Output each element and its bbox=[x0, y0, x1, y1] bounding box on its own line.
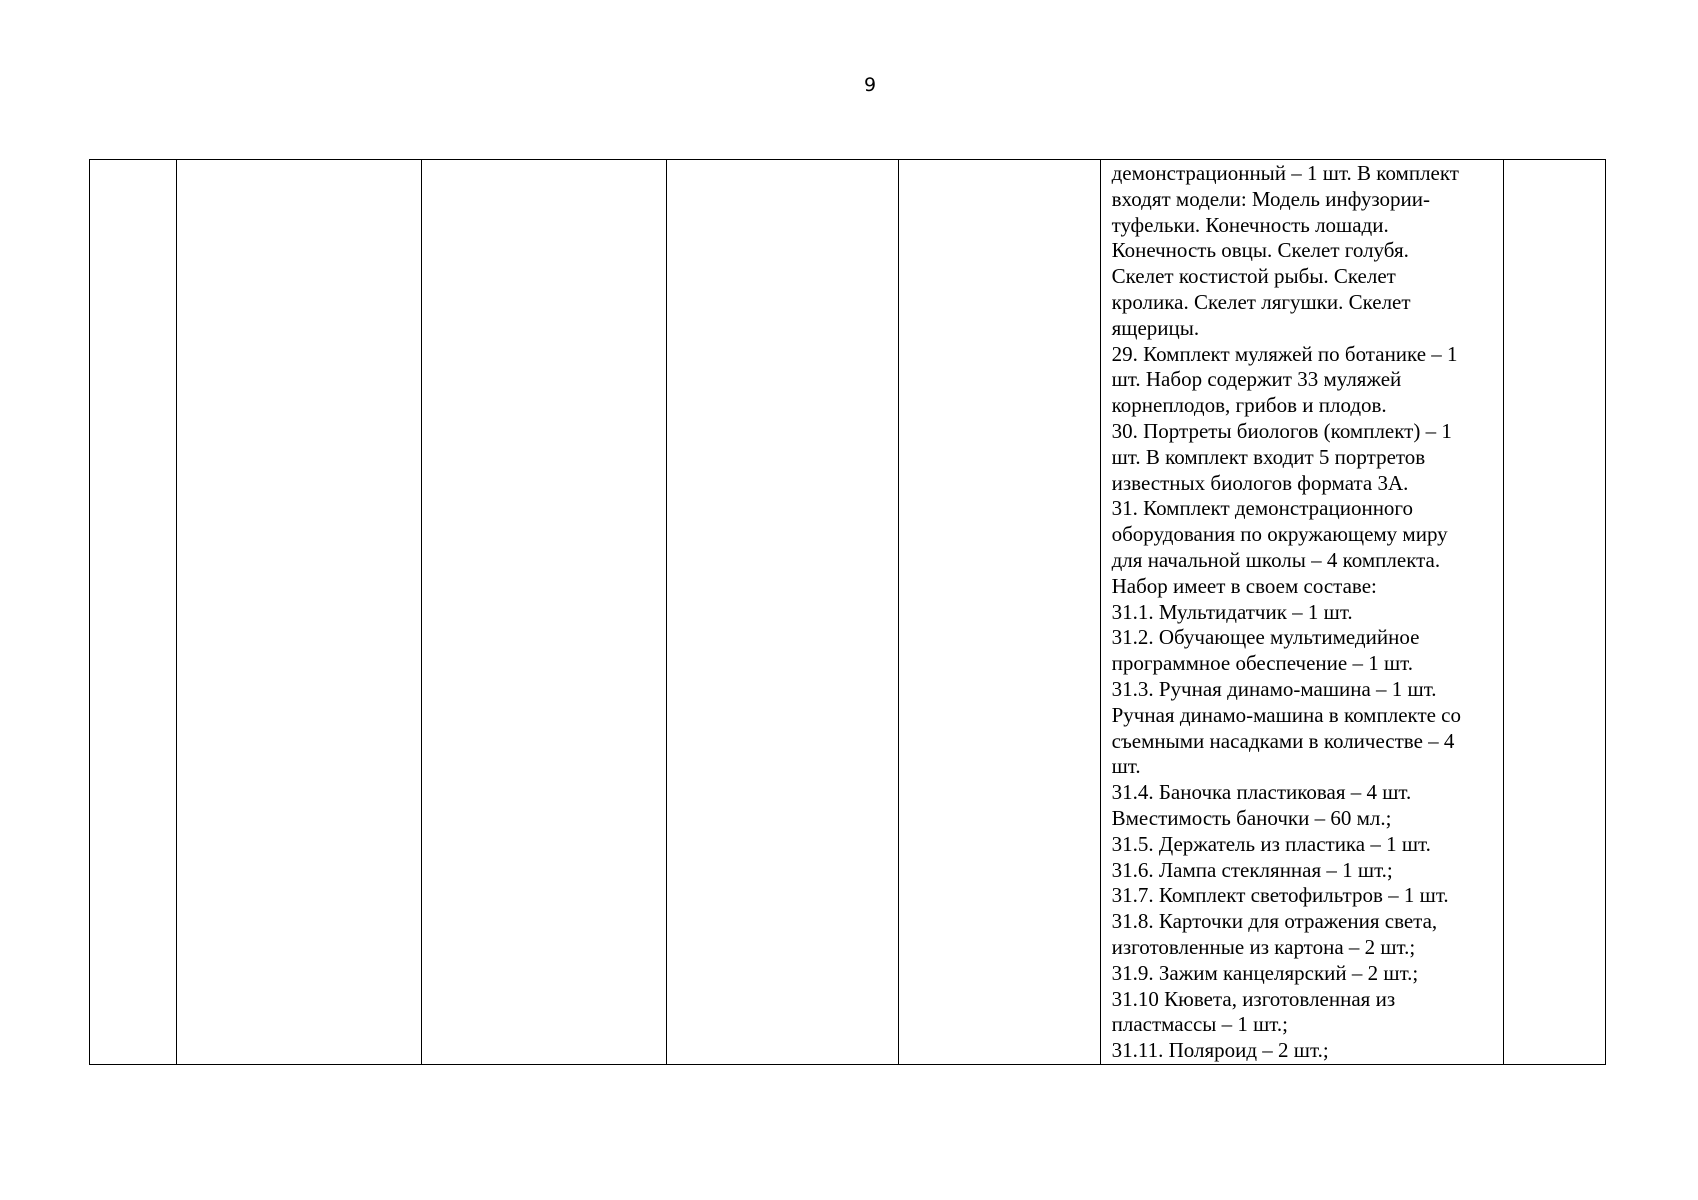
description-line: корнеплодов, грибов и плодов. bbox=[1111, 393, 1387, 418]
description-line: съемными насадками в количестве – 4 bbox=[1111, 728, 1455, 753]
description-line: Скелет костистой рыбы. Скелет bbox=[1111, 264, 1396, 289]
description-line: входят модели: Модель инфузории- bbox=[1111, 186, 1430, 211]
table-cell-name bbox=[177, 160, 422, 1065]
description-line: шт. bbox=[1111, 754, 1141, 779]
table-cell-description bbox=[1100, 160, 1503, 1065]
description-line: 31.11. Поляроид – 2 шт.; bbox=[1111, 1038, 1329, 1063]
description-line: Вместимость баночки – 60 мл.; bbox=[1111, 805, 1392, 830]
page-number: 9 bbox=[863, 74, 877, 96]
table-cell-col7 bbox=[1503, 160, 1605, 1065]
equipment-table bbox=[89, 159, 1606, 1065]
description-line: 31.1. Мультидатчик – 1 шт. bbox=[1111, 599, 1353, 624]
table-cell-col4 bbox=[667, 160, 898, 1065]
description-line: туфельки. Конечность лошади. bbox=[1111, 212, 1389, 237]
description-line: 31.7. Комплект светофильтров – 1 шт. bbox=[1111, 883, 1449, 908]
description-line: Набор имеет в своем составе: bbox=[1111, 573, 1377, 598]
description-line: изготовленные из картона – 2 шт.; bbox=[1111, 934, 1416, 959]
description-line: шт. Набор содержит 33 муляжей bbox=[1111, 367, 1402, 392]
description-line: известных биологов формата 3А. bbox=[1111, 470, 1409, 495]
description-text bbox=[1112, 161, 1495, 1064]
description-line: 31.8. Карточки для отражения света, bbox=[1111, 909, 1438, 934]
table-cell-number bbox=[90, 160, 177, 1065]
description-line: пластмассы – 1 шт.; bbox=[1111, 1012, 1288, 1037]
description-line: ящерицы. bbox=[1111, 315, 1200, 340]
description-line: 31.6. Лампа стеклянная – 1 шт.; bbox=[1111, 857, 1393, 882]
table-cell-col5 bbox=[898, 160, 1100, 1065]
description-line: шт. В комплект входит 5 портретов bbox=[1111, 444, 1426, 469]
description-line: для начальной школы – 4 комплекта. bbox=[1111, 547, 1441, 572]
table-row bbox=[90, 160, 1606, 1065]
description-line: 31.9. Зажим канцелярский – 2 шт.; bbox=[1111, 960, 1419, 985]
description-line: оборудования по окружающему миру bbox=[1111, 522, 1448, 547]
description-line: демонстрационный – 1 шт. В комплект bbox=[1111, 161, 1459, 185]
table-cell-col3 bbox=[422, 160, 667, 1065]
description-line: кролика. Скелет лягушки. Скелет bbox=[1111, 289, 1411, 314]
description-line: 31.5. Держатель из пластика – 1 шт. bbox=[1111, 831, 1431, 856]
description-line: Конечность овцы. Скелет голубя. bbox=[1111, 238, 1409, 263]
description-line: 29. Комплект муляжей по ботанике – 1 bbox=[1111, 341, 1458, 366]
description-line: Ручная динамо-машина в комплекте со bbox=[1111, 702, 1462, 727]
description-line: 31.2. Обучающее мультимедийное bbox=[1111, 625, 1420, 650]
description-line: 31.3. Ручная динамо-машина – 1 шт. bbox=[1111, 676, 1437, 701]
description-line: 31. Комплект демонстрационного bbox=[1111, 496, 1414, 521]
description-line: 31.10 Кювета, изготовленная из bbox=[1111, 986, 1396, 1011]
description-line: 30. Портреты биологов (комплект) – 1 bbox=[1111, 418, 1452, 443]
description-line: 31.4. Баночка пластиковая – 4 шт. bbox=[1111, 780, 1412, 805]
description-line: программное обеспечение – 1 шт. bbox=[1111, 651, 1413, 676]
